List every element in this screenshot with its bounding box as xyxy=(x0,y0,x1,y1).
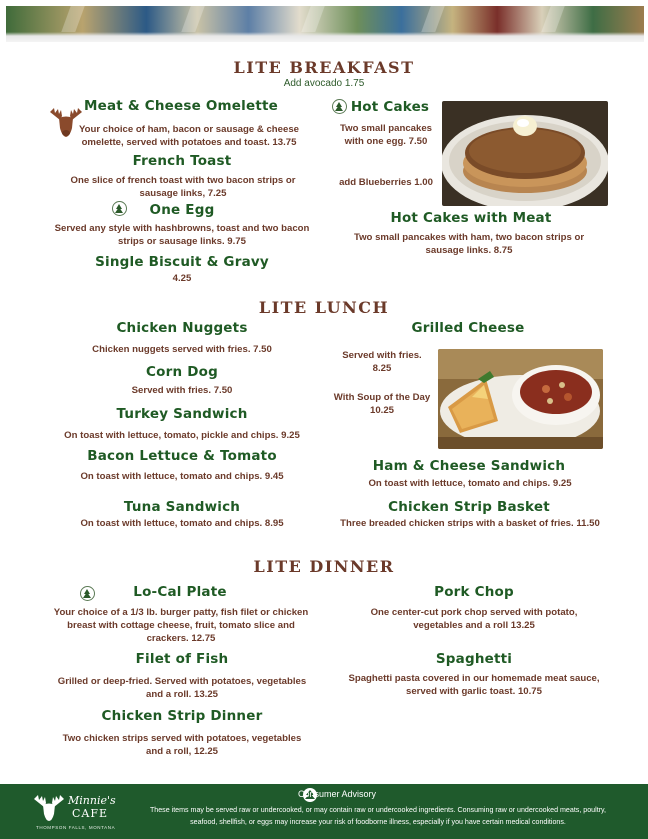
item-name: Ham & Cheese Sandwich xyxy=(372,458,566,474)
item-desc: Chicken nuggets served with fries. 7.50 xyxy=(92,344,272,355)
menu-item-chicken-nuggets xyxy=(82,320,282,337)
menu-item-tuna-sandwich xyxy=(82,499,282,516)
advisory-title-text: Consumer Advisory xyxy=(297,789,377,799)
item-desc: Served any style with hashbrowns, toast and two bacon strips or sausage links. 9.75 xyxy=(54,223,310,247)
item-name: Chicken Strip Dinner xyxy=(101,708,263,724)
item-name: Spaghetti xyxy=(435,651,513,667)
item-desc: Two small pancakes with one egg. 7.50 xyxy=(339,123,433,147)
item-name: Turkey Sandwich xyxy=(116,406,248,422)
menu-item-french-toast xyxy=(82,153,282,170)
item-name: Filet of Fish xyxy=(135,651,229,667)
item-name: Hot Cakes xyxy=(350,99,430,115)
item-desc: Two small pancakes with ham, two bacon strips or sausage links. 8.75 xyxy=(353,232,585,256)
menu-item-meat-cheese-omelette xyxy=(76,98,286,115)
advisory-title xyxy=(0,789,648,799)
item-desc: One center-cut pork chop served with potato, vegetables and a roll 13.25 xyxy=(370,607,578,631)
item-desc: On toast with lettuce, tomato and chips. 9.25 xyxy=(368,478,572,489)
item-desc: Served with fries. 7.50 xyxy=(131,385,233,396)
item-desc: On toast with lettuce, tomato and chips. 8.95 xyxy=(80,518,284,529)
section-title-lunch: LITE LUNCH xyxy=(258,298,390,317)
menu-item-hot-cakes-with-meat xyxy=(360,210,582,227)
item-extra: add Blueberries 1.00 xyxy=(339,177,433,188)
item-desc: Your choice of a 1/3 lb. burger patty, fish filet or chicken breast with cottage cheese, fruit, tomato slice and crackers. 12.75 xyxy=(53,607,309,644)
item-name: Chicken Nuggets xyxy=(116,320,248,336)
item-desc: Grilled or deep-fried. Served with potatoes, vegetables and a roll. 13.25 xyxy=(57,676,307,700)
pine-tree-icon xyxy=(80,586,95,601)
pine-tree-icon xyxy=(112,201,127,216)
menu-item-turkey-sandwich xyxy=(82,406,282,423)
section-title-dinner: LITE DINNER xyxy=(253,557,395,576)
item-desc: Two chicken strips served with potatoes, vegetables and a roll, 12.25 xyxy=(62,733,302,757)
item-desc: Served with fries. 8.25 xyxy=(342,350,422,374)
item-name: Meat & Cheese Omelette xyxy=(84,98,278,114)
menu-item-blt xyxy=(62,448,302,465)
logo-place: THOMPSON FALLS, MONTANA xyxy=(36,825,116,830)
item-name: Bacon Lettuce & Tomato xyxy=(87,448,277,464)
item-name: Corn Dog xyxy=(146,364,218,380)
item-desc: Three breaded chicken strips with a basket of fries. 11.50 xyxy=(340,518,600,529)
pine-tree-icon xyxy=(332,99,347,114)
item-desc: Spaghetti pasta covered in our homemade meat sauce, served with garlic toast. 10.75 xyxy=(348,673,600,697)
footer-bar xyxy=(0,784,648,839)
menu-item-chicken-strip-dinner xyxy=(82,708,282,725)
item-name: Pork Chop xyxy=(434,584,514,600)
grilled-cheese-photo xyxy=(438,349,603,449)
menu-item-hot-cakes xyxy=(348,99,432,116)
item-name: Single Biscuit & Gravy xyxy=(95,254,269,270)
section-title-breakfast: LITE BREAKFAST xyxy=(233,58,415,77)
item-desc: On toast with lettuce, tomato, pickle and chips. 9.25 xyxy=(64,430,300,441)
menu-item-filet-of-fish xyxy=(82,651,282,668)
item-name: One Egg xyxy=(149,202,215,218)
item-name: Grilled Cheese xyxy=(411,320,525,336)
item-extra: With Soup of the Day 10.25 xyxy=(333,392,431,416)
menu-item-pork-chop xyxy=(374,584,574,601)
item-name: French Toast xyxy=(132,153,232,169)
menu-item-spaghetti xyxy=(374,651,574,668)
item-name: Hot Cakes with Meat xyxy=(390,210,552,226)
menu-item-chicken-strip-basket xyxy=(358,499,580,516)
menu-item-ham-cheese-sandwich xyxy=(358,458,580,475)
item-name: Chicken Strip Basket xyxy=(388,499,550,515)
logo-name: Minnie's xyxy=(68,794,116,807)
item-desc: On toast with lettuce, tomato and chips. 9.45 xyxy=(80,471,284,482)
decorative-banner xyxy=(6,6,644,42)
menu-item-single-biscuit-gravy xyxy=(82,254,282,271)
advisory-text: These items may be served raw or undercooked, or may contain raw or undercooked ingredients. Consuming raw or undercooked meats, poultry, seafood, shellfish, or eggs may increase your risk of foodborne illness, especially if you have certain medical conditions. xyxy=(149,806,607,826)
logo-cafe: CAFE xyxy=(72,807,109,820)
item-desc: 4.25 xyxy=(172,273,192,284)
breakfast-note: Add avocado 1.75 xyxy=(283,78,365,89)
menu-item-lo-cal-plate xyxy=(120,584,240,601)
hot-cakes-photo xyxy=(442,101,608,206)
item-name: Tuna Sandwich xyxy=(123,499,241,515)
menu-item-grilled-cheese xyxy=(368,320,568,337)
item-desc: One slice of french toast with two bacon strips or sausage links, 7.25 xyxy=(70,175,296,199)
item-desc: Your choice of ham, bacon or sausage & cheese omelette, served with potatoes and toast. 13.75 xyxy=(78,124,299,148)
menu-item-one-egg xyxy=(132,202,232,219)
menu-item-corn-dog xyxy=(112,364,252,381)
item-name: Lo-Cal Plate xyxy=(133,584,227,600)
